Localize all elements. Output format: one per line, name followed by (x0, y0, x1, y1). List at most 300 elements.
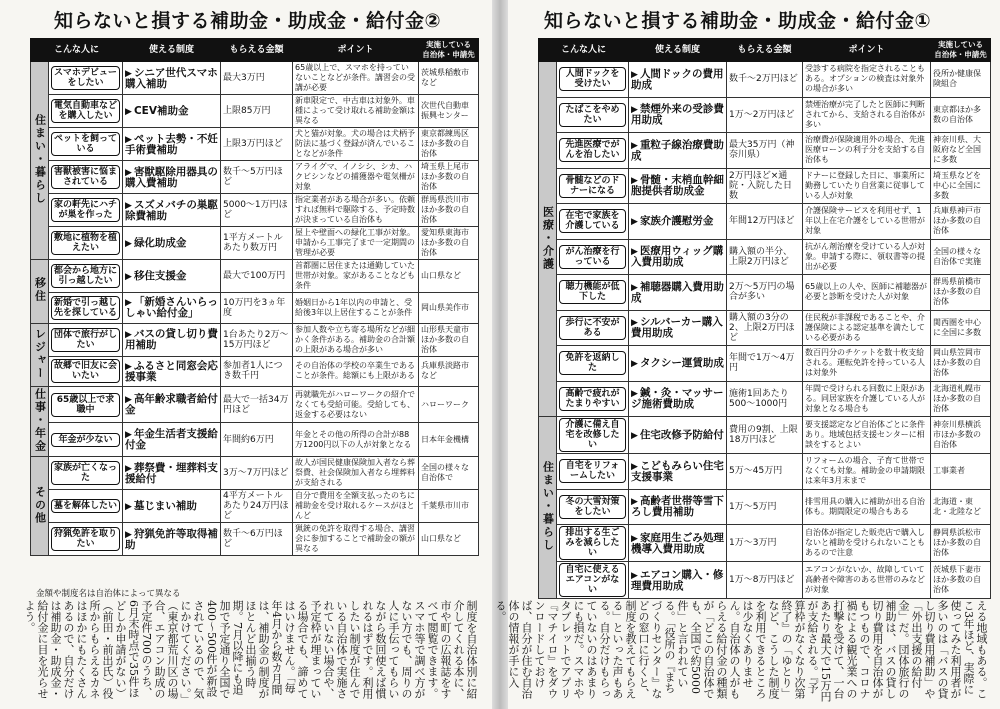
table-row (31, 356, 479, 387)
category-text: その他 (33, 485, 47, 525)
category-label (31, 260, 49, 324)
cell-org: 山口県など (419, 523, 479, 556)
header-amount: もらえる金額 (727, 39, 803, 62)
header-who: こんな人に (539, 39, 629, 62)
table-row (31, 323, 479, 356)
cell-system (629, 346, 727, 382)
category-label (31, 323, 49, 387)
arrow-right-icon: ▶ (125, 238, 132, 249)
cell-who (557, 310, 629, 346)
arrow-right-icon: ▶ (125, 134, 132, 145)
cell-org: ハローワーク (419, 387, 479, 423)
who-text: 電気自動車などを購入したい (51, 99, 120, 123)
arrow-right-icon: ▶ (631, 318, 638, 329)
cell-point: 治療費が保険適用外の場合、先進医療ローンの利子分を支給する自治体も (803, 133, 931, 169)
system-text: 害獣駆除用器具の購入費補助 (125, 165, 218, 189)
system-text: エアコン購入・修理費用助成 (631, 568, 724, 592)
table-row (539, 310, 991, 346)
category-label (539, 417, 557, 599)
cell-amount: 5000～1万円ほど (221, 194, 293, 227)
cell-org: 千葉県市川市 (419, 490, 479, 523)
cell-point: 年間で受けられる回数に上限がある。同居家族を介護している人が対象となる場合も (803, 381, 931, 417)
cell-org: 静岡県浜松市ほか多数の自治体 (931, 525, 991, 562)
cell-system (123, 523, 221, 556)
arrow-right-icon: ▶ (631, 247, 638, 258)
arrow-right-icon: ▶ (631, 430, 638, 441)
cell-who (49, 227, 123, 260)
arrow-right-icon: ▶ (631, 533, 638, 544)
cell-org: 山形県天童市ほか多数の自治体 (419, 323, 479, 356)
cell-who (49, 490, 123, 523)
header-point: ポイント (293, 39, 419, 62)
cell-system (629, 275, 727, 311)
cell-system (629, 417, 727, 454)
cell-system (123, 62, 221, 95)
system-text: スズメバチの巣駆除費補助 (125, 198, 218, 222)
cell-point: 婚姻日から1年以内の申請と、受給後3年以上居住することが条件 (293, 293, 419, 324)
table-row (539, 239, 991, 275)
category-text: 住まい・暮らし (541, 461, 555, 552)
arrow-right-icon: ▶ (631, 497, 638, 508)
cell-system (123, 227, 221, 260)
cell-amount: 1万～8万円ほど (727, 562, 803, 599)
arrow-right-icon: ▶ (125, 271, 132, 282)
cell-amount: 購入額の半分、上限2万円ほど (727, 239, 803, 275)
cell-who (557, 133, 629, 169)
header-who: こんな人に (31, 39, 123, 62)
cell-org: 茨城県下妻市ほか多数の自治体 (931, 562, 991, 599)
table-row (31, 161, 479, 194)
subsidy-table-right (538, 38, 991, 599)
cell-point: その自治体の学校の卒業生であることが条件。総額にも上限がある (293, 356, 419, 387)
cell-org: 北海道札幌市ほか多数の自治体 (931, 381, 991, 417)
cell-org: 岡山県笠岡市ほか多数の自治体 (931, 346, 991, 382)
who-text: 歩行に不安がある (559, 316, 626, 340)
table-row (31, 293, 479, 324)
table-row (539, 62, 991, 98)
cell-who (557, 454, 629, 490)
cell-point: 猟銃の免許を取得する場合、講習会に参加することで補助金の額が異なる (293, 523, 419, 556)
arrow-right-icon: ▶ (631, 140, 638, 151)
category-text: 仕事・年金 (33, 388, 47, 453)
cell-point: 介護保険サービスを利用せず、1年以上在宅介護をしている世帯が対象 (803, 204, 931, 240)
table-row (31, 227, 479, 260)
table-row (539, 97, 991, 133)
cell-who (49, 161, 123, 194)
arrow-right-icon: ▶ (631, 358, 638, 369)
cell-who (557, 97, 629, 133)
cell-point: 参加人数や立ち寄る場所などが細かく条件がある。補助金の合計額の上限がある場合が多い (293, 323, 419, 356)
cell-amount: 1万～2万円ほど (727, 97, 803, 133)
cell-amount: 数千～6万円ほど (221, 523, 293, 556)
cell-system (123, 194, 221, 227)
cell-point: 数百円分のチケットを数十枚支給される。運転免許を持っている人は対象外 (803, 346, 931, 382)
cell-who (557, 489, 629, 525)
cell-who (557, 204, 629, 240)
system-text: 補聴器購入費用助成 (631, 280, 724, 304)
cell-org: 埼玉県上尾市ほか多数の自治体 (419, 161, 479, 194)
page-title-left: 知らないと損する補助金・助成金・給付金② (54, 10, 442, 32)
cell-amount: 購入額の3分の2、上限2万円ほど (727, 310, 803, 346)
cell-point: 屋上や壁面への緑化工事が対象。申請から工事完了まで一定期間の管理が必要 (293, 227, 419, 260)
cell-org: 関西圏を中心に全国に多数 (931, 310, 991, 346)
arrow-right-icon: ▶ (631, 176, 638, 187)
who-text: 年金が少ない (51, 433, 120, 447)
who-text: 人間ドックを受けたい (559, 67, 626, 91)
cell-point: 自分で費用を全額支払ったのちに補助金を受け取れるケースがほとんど (293, 490, 419, 523)
cell-amount: 5万～45万円 (727, 454, 803, 490)
cell-point: 再就職先がハローワークの紹介でなくても受給可能。受給しても、返金する必要はない (293, 387, 419, 423)
cell-amount: 費用の9割、上限18万円ほど (727, 417, 803, 454)
system-text: 葬祭費・埋葬料支援給付 (125, 461, 218, 485)
cell-amount: 1平方メートルあたり数万円 (221, 227, 293, 260)
cell-who (49, 356, 123, 387)
table-row (539, 454, 991, 490)
cell-system (123, 356, 221, 387)
who-text: 在宅で家族を介護している (559, 209, 626, 233)
cell-org: 神奈川県、大阪府など全国に多数 (931, 133, 991, 169)
cell-who (49, 423, 123, 457)
cell-who (557, 275, 629, 311)
cell-who (557, 346, 629, 382)
who-text: がん治療を行っている (559, 245, 626, 269)
who-text: 免許を返納した (559, 351, 626, 375)
table-row (31, 523, 479, 556)
cell-who (557, 239, 629, 275)
system-text: 高年齢求職者給付金 (125, 393, 218, 417)
who-text: ペットを飼っている (51, 132, 120, 156)
arrow-right-icon: ▶ (125, 200, 132, 211)
cell-point: 首都圏に居住または通勤していた世帯が対象。家があることなども条件 (293, 260, 419, 293)
system-text: 重粒子線治療費助成 (631, 138, 724, 162)
cell-system (123, 423, 221, 457)
who-text: 冬の大雪対策をしたい (559, 495, 626, 519)
cell-system (123, 490, 221, 523)
subsidy-table-left (30, 38, 479, 556)
arrow-right-icon: ▶ (631, 389, 638, 400)
cell-system (123, 161, 221, 194)
who-text: 介護に備え自宅を改修したい (559, 418, 626, 452)
arrow-right-icon: ▶ (631, 282, 638, 293)
system-text: 緑化助成金 (133, 236, 187, 249)
who-text: 故郷で旧友に会いたい (51, 359, 120, 383)
table-row (539, 346, 991, 382)
category-label (31, 62, 49, 260)
cell-amount: 上限3万円ほど (221, 128, 293, 161)
cell-who (49, 457, 123, 490)
who-text: 家の軒先にハチが巣を作った (51, 198, 120, 222)
cell-system (123, 457, 221, 490)
cell-who (49, 62, 123, 95)
cell-amount: 最大で一括34万円ほど (221, 387, 293, 423)
who-text: 排出する生ごみを減らしたい (559, 526, 626, 560)
cell-amount: 1万～5万円 (727, 489, 803, 525)
cell-point: 65歳以上の人や、医師に補聴器が必要と診断を受けた人が対象 (803, 275, 931, 311)
table-row (31, 95, 479, 128)
table-header-row (31, 39, 479, 62)
cell-point: 抗がん剤治療を受けている人が対象。申請する際に、領収書等の提出が必要 (803, 239, 931, 275)
cell-org: 兵庫県神戸市ほか多数の自治体 (931, 204, 991, 240)
cell-who (557, 525, 629, 562)
cell-amount: 3万～7万円ほど (221, 457, 293, 490)
cell-org: 茨城県稲敷市など (419, 62, 479, 95)
table-row (31, 387, 479, 423)
header-system: 使える制度 (629, 39, 727, 62)
arrow-right-icon: ▶ (125, 68, 132, 79)
cell-point: 年金とその他の所得の合計が88万1200円以下の人が対象となる (293, 423, 419, 457)
cell-system (629, 97, 727, 133)
cell-who (49, 387, 123, 423)
header-point: ポイント (803, 39, 931, 62)
cell-system (123, 260, 221, 293)
cell-amount: 年間12万円ほど (727, 204, 803, 240)
cell-system (629, 562, 727, 599)
cell-org: 北海道・東北・北陸など (931, 489, 991, 525)
category-label (539, 62, 557, 417)
cell-amount: 数千～5万円ほど (221, 161, 293, 194)
system-text: 移住支援金 (133, 269, 187, 282)
arrow-right-icon: ▶ (631, 69, 638, 80)
cell-who (557, 62, 629, 98)
cell-who (49, 194, 123, 227)
who-text: 高齢で疲れがたまりやすい (559, 387, 626, 411)
arrow-right-icon: ▶ (125, 106, 132, 117)
arrow-right-icon: ▶ (125, 298, 132, 309)
system-text: 禁煙外来の受診費用助成 (631, 103, 724, 127)
arrow-right-icon: ▶ (631, 461, 638, 472)
category-text: 移住 (33, 277, 47, 304)
who-text: 骨髄などのドナーになる (559, 174, 626, 198)
category-label (31, 387, 49, 457)
cell-amount: 参加者1人につき数千円 (221, 356, 293, 387)
arrow-right-icon: ▶ (631, 105, 638, 116)
cell-org: 山口県など (419, 260, 479, 293)
category-label (31, 457, 49, 556)
cell-who (49, 323, 123, 356)
who-text: 狩猟免許を取りたい (51, 527, 120, 551)
system-text: 年金生活者支援給付金 (125, 428, 218, 452)
cell-system (629, 168, 727, 204)
system-text: 骨髄・末梢血幹細胞提供者助成金 (631, 174, 724, 198)
category-text: レジャー (33, 327, 47, 380)
cell-system (629, 239, 727, 275)
system-text: ペット去勢・不妊手術費補助 (125, 132, 218, 156)
who-text: 先進医療でがんを治したい (559, 138, 626, 162)
who-text: 墓を解体したい (51, 499, 120, 513)
table-row (31, 457, 479, 490)
header-system: 使える制度 (123, 39, 221, 62)
cell-amount: 2万～5万円の場合が多い (727, 275, 803, 311)
arrow-right-icon: ▶ (125, 361, 132, 372)
table-header-row (539, 39, 991, 62)
system-text: 住宅改修予防給付 (639, 428, 724, 441)
cell-point: 要支援認定など自治体ごとに条件あり。地域包括支援センターに相談をするとよい (803, 417, 931, 454)
cell-system (629, 489, 727, 525)
system-text: 鍼・灸・マッサージ施術費助成 (631, 387, 724, 411)
arrow-right-icon: ▶ (631, 570, 638, 581)
who-text: たばこをやめたい (559, 103, 626, 127)
arrow-right-icon: ▶ (125, 529, 132, 540)
cell-point: 故人が国民健康保険加入者なら葬祭費、社会保険加入者なら埋葬料が支給される (293, 457, 419, 490)
who-text: 家族が亡くなった (51, 461, 120, 485)
system-text: シニア世代スマホ購入補助 (125, 66, 218, 90)
table-row (31, 490, 479, 523)
cell-who (557, 417, 629, 454)
cell-system (629, 454, 727, 490)
cell-amount: 数千～2万円ほど (727, 62, 803, 98)
table-row (539, 381, 991, 417)
who-text: 害獣被害に悩まされている (51, 165, 120, 189)
cell-org: 東京都練馬区ほか多数の自治体 (419, 128, 479, 161)
system-text: 家庭用生ごみ処理機導入費用助成 (631, 531, 724, 555)
article-body-right: える地域もある。ここ3年ほど、実際に使ってみた利用者が多いのは「バスの貸し切り費用補助」や「外出支援の給付金」だ。団体旅行の補助は、バスの貸し切り費用を自治体がもつもので、コロナ禍による観光業への打撃を受けて、一台あたり最大で15万円が支給される。『予算枠がなくなり次第終了』の「ゆとり」など、こうした制度を利用できるところは少なくありません。自治体の人がもらえる給付金の種類が「どこの自治体でも、全国で約5000件」と言われている。「役所の『まちづくりセンター』などの窓口に行くと、制度を教えてもらえる」といった声もある。自分だけもらっていないのはあまりにも損だ。スマホやタブレットでアプリ『マチイロ』をダウンロードしておけば、自分が住む自治体の情報が手に入る。 (494, 600, 988, 702)
arrow-right-icon: ▶ (631, 216, 638, 227)
system-text: 墓じまい補助 (133, 499, 197, 512)
system-text: ふるさと同窓会応援事業 (125, 359, 218, 383)
who-text: 団体で旅行がしたい (51, 328, 120, 352)
cell-org: 次世代自動車振興センター (419, 95, 479, 128)
cell-org: 群馬県前橋市ほか多数の自治体 (931, 275, 991, 311)
cell-amount: 1万～3万円 (727, 525, 803, 562)
cell-org: 役所か健康保険組合 (931, 62, 991, 98)
cell-system (123, 128, 221, 161)
who-text: 65歳以上で求職中 (51, 393, 120, 417)
system-text: 家族介護慰労金 (639, 214, 714, 227)
cell-who (49, 260, 123, 293)
cell-system (123, 293, 221, 324)
cell-who (49, 293, 123, 324)
cell-who (49, 95, 123, 128)
system-text: バスの貸し切り費用補助 (125, 328, 218, 351)
table-row (31, 62, 479, 95)
cell-amount: 施術1回あたり500～1000円 (727, 381, 803, 417)
cell-system (629, 310, 727, 346)
cell-point: リフォームの場合、子育て世帯でなくても対象。補助金の申請期限は来年3月末まで (803, 454, 931, 490)
system-text: CEV補助金 (133, 104, 189, 117)
table-row (539, 275, 991, 311)
cell-amount: 上限85万円 (221, 95, 293, 128)
cell-amount: 10万円を3ヵ年度 (221, 293, 293, 324)
cell-system (123, 323, 221, 356)
who-text: スマホデビューをしたい (51, 66, 120, 90)
arrow-right-icon: ▶ (125, 501, 132, 512)
cell-amount: 年間で1万～4万円 (727, 346, 803, 382)
who-text: 自宅をリフォームしたい (559, 459, 626, 483)
cell-point: アライグマ、イノシシ、シカ、ハクビシンなどの捕獲器や電気柵が対象 (293, 161, 419, 194)
table-row (539, 489, 991, 525)
cell-amount: 最大で100万円 (221, 260, 293, 293)
category-text: 住まい・暮らし (33, 114, 47, 205)
cell-org: 岡山県美作市 (419, 293, 479, 324)
header-amount: もらえる金額 (221, 39, 293, 62)
who-text: 聴力機能が低下した (559, 280, 626, 304)
cell-system (123, 387, 221, 423)
arrow-right-icon: ▶ (125, 395, 132, 406)
left-page (0, 0, 492, 709)
cell-org: 愛知県東海市ほか多数の自治体 (419, 227, 479, 260)
cell-amount: 最大3万円 (221, 62, 293, 95)
cell-who (557, 381, 629, 417)
table-row (539, 168, 991, 204)
system-text: 人間ドックの費用助成 (631, 67, 724, 91)
system-text: シルバーカー購入費用助成 (631, 316, 723, 340)
cell-amount: 1台あたり2万～15万円ほど (221, 323, 293, 356)
cell-org: 兵庫県淡路市など (419, 356, 479, 387)
cell-org: 群馬県渋川市ほか多数の自治体 (419, 194, 479, 227)
who-text: 自宅に使えるエアコンがない (559, 563, 626, 597)
who-text: 都会から地方に引っ越したい (51, 264, 120, 288)
arrow-right-icon: ▶ (125, 463, 132, 474)
page-title-right: 知らないと損する補助金・助成金・給付金① (544, 10, 932, 32)
table-row (539, 133, 991, 169)
cell-point: 新車限定で、中古車は対象外。車種によって受け取れる補助金額は異なる (293, 95, 419, 128)
header-org: 実施している 自治体・申請先 (931, 39, 991, 62)
table-row (539, 562, 991, 599)
cell-who (49, 128, 123, 161)
cell-who (557, 562, 629, 599)
system-text: 医療用ウィッグ購入費用助成 (631, 245, 724, 269)
cell-org: 全国の様々な自治体で実施 (931, 239, 991, 275)
cell-amount: 4平方メートルあたり24万円ほど (221, 490, 293, 523)
cell-point: 禁煙治療が完了したと医師に判断されてから、支給される自治体が多い (803, 97, 931, 133)
system-text: タクシー運賃助成 (639, 356, 724, 369)
table-row (31, 128, 479, 161)
article-body-left: 制度を自治体別に紹介してくれる本に、市や町の広報誌をすべて閲覧できます。スマホ等で調べ方がない方でも、周りの人に手伝ってもらいながら数回使えば慣れるはずです。利用したい制度が住んでいる自治体で実施されていない場合や、予定枠が埋まっている場合でも、諦めてはいけません。「毎年4月から数カ月間は、補助金の制度がほとんど出揃う時期。7月以降にも追加で予定通り全国で400～500件が新設されているので、気にかけてください。」（東京都荒川区の場合、エアコン助成の予定件700のうち、6月末時点で35件ほどしか申請がない）（前田・前出氏）役所からもらえるカネはほかにもたくさんあるので、自分だけは補助金・助成金・給付金に目を光らせよう。 (23, 600, 478, 699)
table-row (539, 204, 991, 240)
cell-system (629, 381, 727, 417)
cell-point: 受診する病院を指定されることもある。オプションの検査は対象外の場合が多い (803, 62, 931, 98)
arrow-right-icon: ▶ (125, 167, 132, 178)
cell-point: ドナーに登録した日に、事業所に勤務していたり自営業に従事している人が対象 (803, 168, 931, 204)
system-text: 高齢者世帯等雪下ろし費用補助 (631, 495, 724, 519)
cell-org: 全国の様々な自治体で (419, 457, 479, 490)
cell-amount: 2万円ほど×通院・入院した日数 (727, 168, 803, 204)
cell-point: エアコンがないか、故障していて高齢者や障害のある世帯のみなどが対象 (803, 562, 931, 599)
cell-point: 住民税が非課税であることや、介護保険による認定基準を満たしている必要がある (803, 310, 931, 346)
category-text: 医療・介護 (541, 205, 555, 271)
cell-system (629, 133, 727, 169)
cell-amount: 年間約6万円 (221, 423, 293, 457)
cell-point: 犬と猫が対象。犬の場合は犬柄予防法に基づく登録が済んでいることなどが条件 (293, 128, 419, 161)
arrow-right-icon: ▶ (125, 430, 132, 441)
cell-point: 65歳以上で、スマホを持っていないことなどが条件。講習会の受講が必要 (293, 62, 419, 95)
cell-system (629, 525, 727, 562)
table-row (539, 417, 991, 454)
arrow-right-icon: ▶ (125, 330, 132, 340)
cell-org: 神奈川県横浜市ほか多数の自治体 (931, 417, 991, 454)
right-page (494, 0, 1000, 709)
cell-who (49, 523, 123, 556)
table-row (31, 423, 479, 457)
system-text: 狩猟免許等取得補助 (125, 527, 218, 551)
cell-org: 東京都ほか多数の自治体 (931, 97, 991, 133)
cell-system (629, 62, 727, 98)
cell-system (629, 204, 727, 240)
system-text: 「新婚さんいらっしゃい給付金」 (125, 296, 218, 320)
table-row (31, 260, 479, 293)
table-row (539, 525, 991, 562)
cell-org: 工事業者 (931, 454, 991, 490)
cell-who (557, 168, 629, 204)
table-row (31, 194, 479, 227)
system-text: こどもみらい住宅支援事業 (631, 459, 724, 483)
cell-org: 日本年金機構 (419, 423, 479, 457)
who-text: 新婚で引っ越し先を探している (51, 296, 120, 320)
cell-system (123, 95, 221, 128)
cell-point: 排雪用具の購入に補助が出る自治体も。期間限定の場合もある (803, 489, 931, 525)
header-org: 実施している 自治体・申請先 (419, 39, 479, 62)
who-text: 敷地に植物を植えたい (51, 231, 120, 255)
